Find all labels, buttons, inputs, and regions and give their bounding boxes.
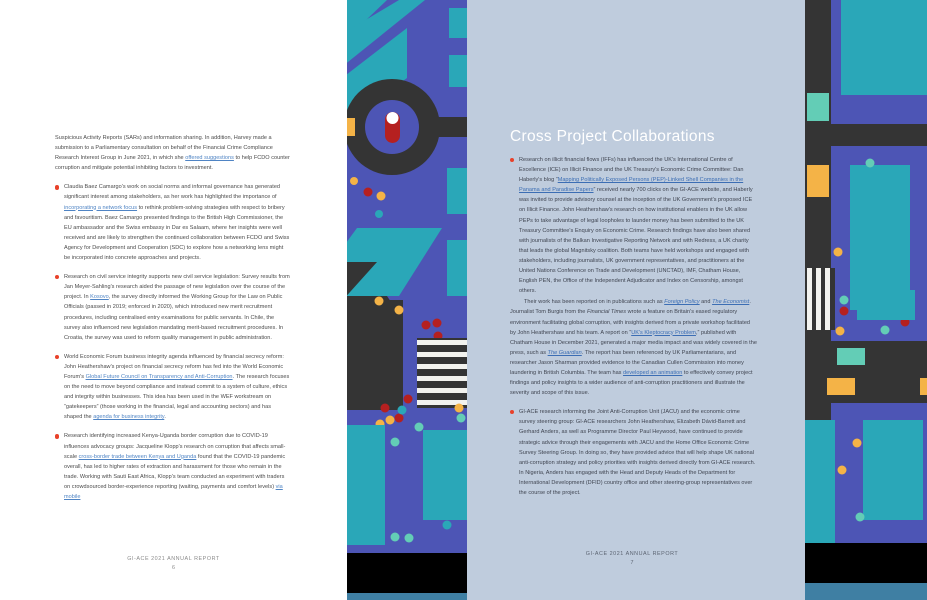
link-uks-kleptocracy-problem[interactable]: UK's Kleptocracy Problem — [631, 329, 696, 336]
right-page-footer — [467, 551, 797, 566]
left-page-body — [55, 133, 290, 511]
link-foreign-policy[interactable]: Foreign Policy — [664, 299, 700, 306]
right-artwork-strip — [797, 0, 927, 600]
link-cross-border-trade[interactable]: cross-border trade between Kenya and Uganda — [78, 453, 197, 460]
vertical-stripe-block — [805, 268, 835, 330]
page-title: Cross Project Collaborations — [510, 128, 715, 145]
link-global-future-council[interactable]: Global Future Council on Transparency and Anti-Corruption — [85, 373, 233, 380]
page-number: 7 — [630, 559, 634, 566]
link-agenda-business-integrity[interactable]: agenda for business integrity — [93, 414, 165, 421]
link-developed-an-animation[interactable]: developed an animation — [623, 369, 683, 376]
link-incorporating-network-focus[interactable]: incorporating a network focus — [64, 204, 138, 211]
left-page-footer — [0, 556, 347, 571]
bullet-dot-icon — [510, 410, 514, 414]
paragraph: Their work has been reported on in publications such as Foreign Policy and The Economist. Journalist Tom Burgis from the Financial Times wrote a feature on Britain's eased regulatory environment facilitating global corruption, with insights derived from a private workshop facilitated by John Heathershaw and his team. A report on “UK's Kleptocracy Problem,” published with Chatham House in December 2021, generated a major media impact and was widely covered in the press, such as The Guardian. The report has been referenced by UK Parliamentarians, and researcher Jason Sharman provided evidence to the Canadian Cullen Commission into money laundering in British Columbia. The team has developed an animation to effectively convey project findings and policy insights to a wider audience of anti-corruption practitioners and illustrate the severity and scope of this issue. — [510, 299, 757, 397]
bullet-paragraph — [55, 431, 290, 502]
footer-report-label: GI-ACE 2021 ANNUAL REPORT — [127, 556, 220, 562]
link-offered-suggestions[interactable]: offered suggestions — [185, 155, 234, 162]
bullet-paragraph — [55, 182, 290, 263]
right-artwork-svg — [797, 0, 927, 600]
paragraph-text: GI-ACE research informing the Joint Anti-Corruption Unit (JACU) and the economic crime survey steering group: GI-ACE researchers John Heathershaw, Elizabeth Dávid-Barrett and Gerhard Anders, as well as Programme Director Paul Heywood, have continued to provide strategic advice through their engagements with JACU and the Home Office Economic Crime Survey Steering Group. In doing so, they have provided advice that will help shape UK national anti-corruption strategy and policy priorities with insights derived directly from GI-ACE research. In Nigeria, Anders has engaged with the Head and Deputy Heads of the Department for International Development (DFID) country office and other steering-group representatives over the course of the project. — [519, 409, 756, 496]
paragraph-text: Research identifying increased Kenya-Uganda border corruption due to COVID-19 influences advocacy groups: Jacqueline Klopp's research on corruption that affects small-scale cross-border trade between Kenya and Uganda found that the COVID-19 pandemic overall, has led to higher rates of extraction and harassment for those who remain in the trade. Working with Sauti East Africa, Klopp's team conducted an experiment with traders on crowdsourced border-experience reporting (waiting, payments and comfort levels) via mobile — [64, 433, 286, 500]
bullet-dot-icon — [55, 185, 59, 189]
bullet-dot-icon — [510, 158, 514, 162]
footer-report-label: GI-ACE 2021 ANNUAL REPORT — [585, 551, 679, 557]
right-page — [467, 0, 797, 600]
center-artwork-svg — [347, 0, 467, 600]
left-page — [0, 0, 347, 600]
center-artwork-strip — [347, 0, 467, 600]
paragraph-text: Research on civil service integrity supports new civil service legislation: Survey results from Jan Meyer-Sahling's research aided the passage of new legislation over the course of the project. In Kosovo, the survey directly informed the Working Group for the Law on Public Officials (passed in 2019; enforced in 2020), which introduced new merit recruitment procedures, including centralised entry examinations for public servants. In Chile, the survey also influenced new legislation mandating merit-based recruitment procedures. In Croatia, the survey was used to reform quality management in public administration. — [64, 274, 290, 341]
link-kosovo[interactable]: Kosovo — [90, 294, 109, 301]
link-the-guardian[interactable]: The Guardian — [547, 349, 582, 356]
link-mapping-pep-shell-companies[interactable]: Mapping Politically Exposed Persons (PEP)-Linked Shell Companies in the Panama and Paradise Papers — [519, 177, 744, 194]
bullet-paragraph — [55, 272, 290, 343]
bullet-paragraph — [510, 407, 757, 498]
bullet-dot-icon — [55, 355, 59, 359]
paragraph-text: Research on illicit financial flows (IFFs) has influenced the UK's International Centre of Excellence (ICE) on Illicit Finance and the UK Treasury's Economic Crime Committee: Dan Haberly's blog “Mapping Politically Exposed Persons (PEP)-Linked Shell Companies in the Panama and Paradise Papers” received nearly 700 clicks on the GI-ACE website, and Haberly was invited to provide advisory counsel at the inception of the UK Government's proposed ICE on Illicit Finance. John Heathershaw's research on how institutional enablers in the UK allow PEPs to take advantage of legal loopholes to launder money has been submitted to the UK Treasury Committee's Enquiry on Economic Crime. Research findings have also been shared with journalists of the Balkan Investigative Reporting Network and with Redress, a UK charity that leads the global Magnitsky coalition. Both teams have held workshops and engaged with stakeholders, including journalists, UK government representatives, and practitioners at the United Nations Conference on Trade and Development (UNCTAD), IMF, Chatham House, English PEN, the Office of the Independent Adjudicator and Index on Censorship, amongst others. — [519, 157, 753, 295]
paragraph-text: Claudia Baez Camargo's work on social norms and informal governance has generated significant interest among stakeholders, as her work has highlighted the importance of incorporating a network focus to rethink problem-solving strategies with respect to bribery and favouritism. Baez Camargo presented findings to the British High Commissioner, the EU ambassador and the Swiss embassy in Dar es Salaam, where her insights were well received and are likely to strengthen the continued collaboration between FCDO and Swiss Agency for Development and Cooperation (SDC) to explore how a networking lens might be incorporated into concrete approaches and projects. — [64, 184, 290, 262]
bullet-dot-icon — [55, 434, 59, 438]
page-number: 6 — [172, 564, 175, 571]
bullet-paragraph — [55, 352, 290, 423]
right-page-body — [510, 155, 757, 507]
link-the-economist[interactable]: The Economist — [712, 299, 750, 306]
stripe-block — [417, 338, 467, 408]
paragraph-text: World Economic Forum business integrity agenda influenced by financial secrecy reform: John Heathershaw's project on financial secrecy reform has fed into the World Economic Forum's Global Future Council on Transparency and Anti-Corruption. The research focuses on the need to move beyond compliance and instead commit to a system of culture, ethics and integrity within businesses. This idea has been used in the WEF workstream on “gatekeepers” (those working in the financial, legal and accounting sectors) and has shaped the agenda for business integrity. — [64, 353, 290, 421]
paragraph: Suspicious Activity Reports (SARs) and information sharing. In addition, Harvey made a submission to a Parliamentary consultation on behalf of the Financial Crime Compliance Research Interest Group in June 2021, in which she offered suggestions to help FCDO counter corruption and mitigate potential inhibiting factors to investment. — [55, 135, 290, 172]
bullet-dot-icon — [55, 275, 59, 279]
link-via-mobile[interactable]: via mobile — [64, 483, 283, 500]
bullet-paragraph — [510, 155, 757, 296]
